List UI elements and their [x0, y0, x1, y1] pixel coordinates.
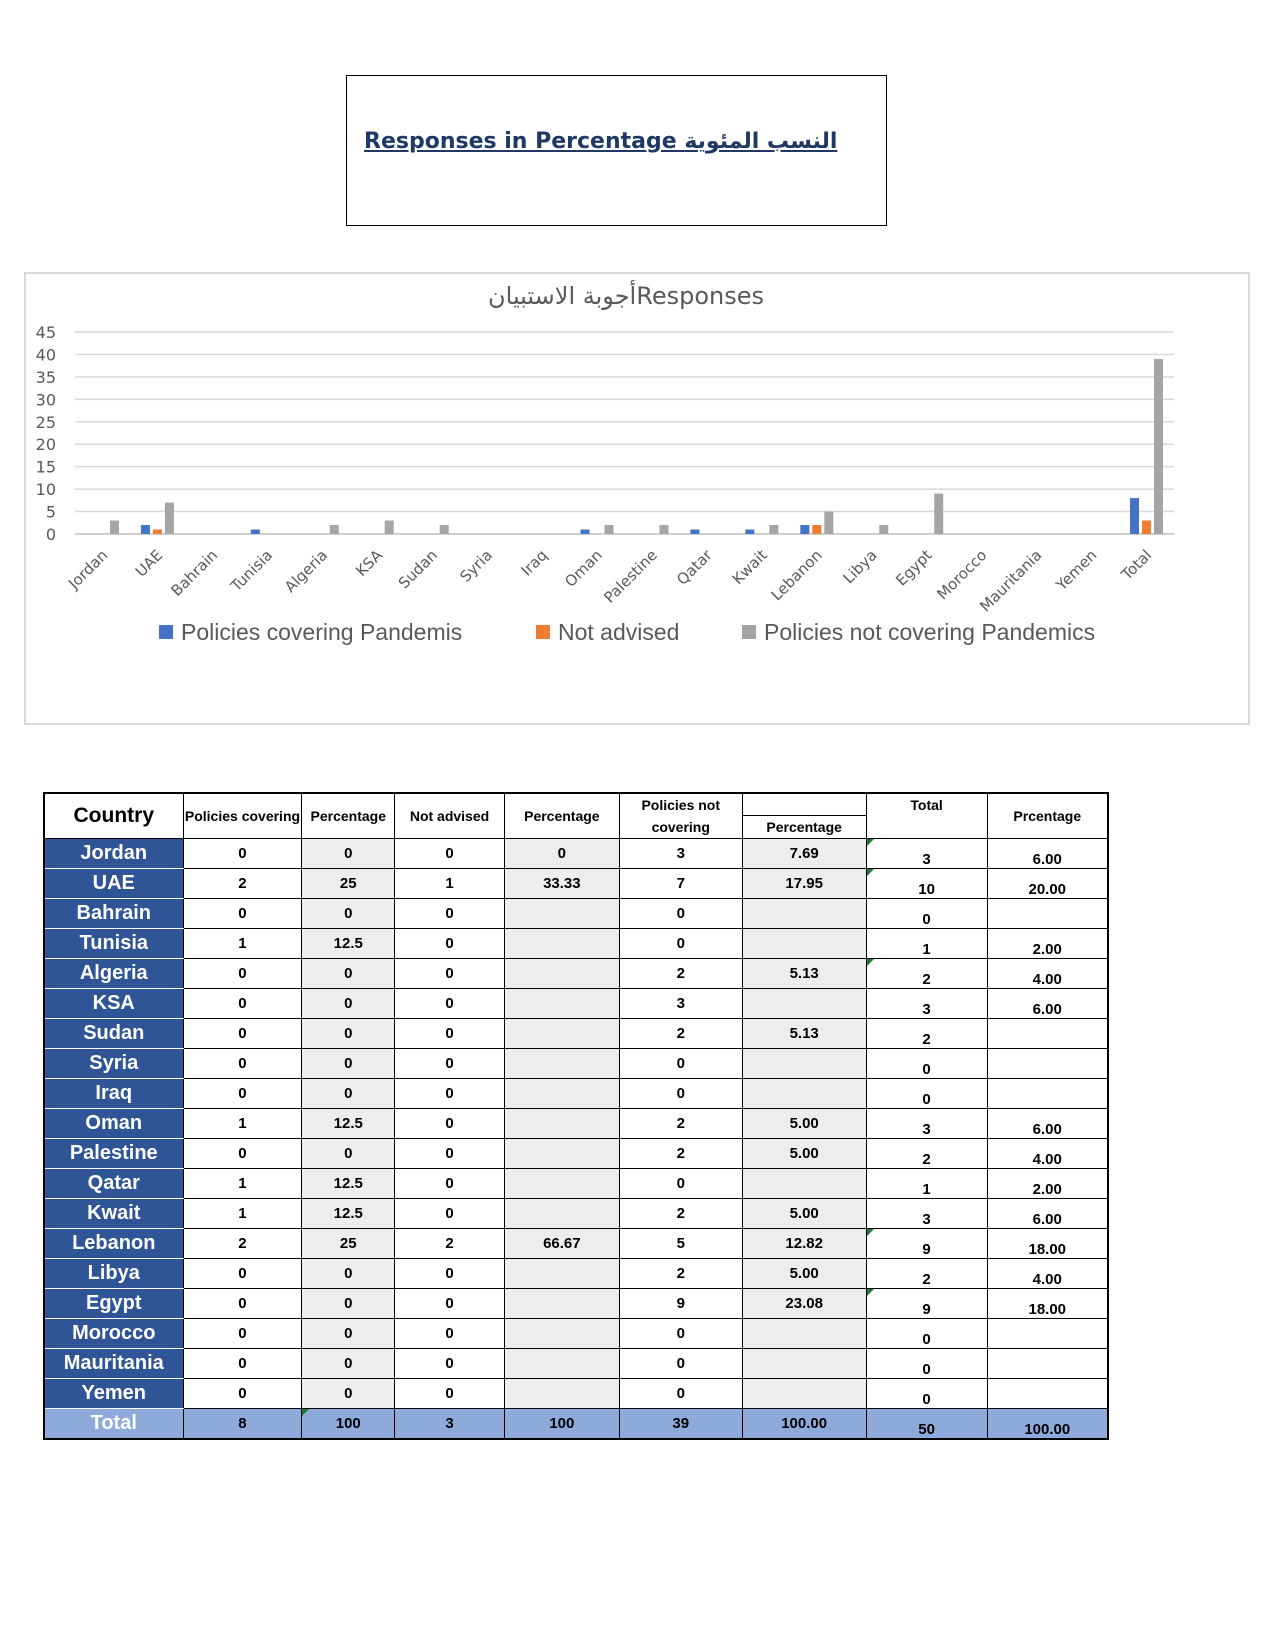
not-covering-cell: 0: [619, 1349, 742, 1379]
percentage-1-cell: 12.5: [302, 929, 395, 959]
table-row: [44, 1019, 1108, 1049]
covering-cell: 0: [183, 1079, 302, 1109]
covering-cell: 1: [183, 1169, 302, 1199]
percentage-3-cell: 5.00: [742, 1109, 866, 1139]
not-covering-cell: 3: [619, 989, 742, 1019]
legend-label-3: Policies not covering Pandemics: [764, 619, 1096, 645]
not-covering-cell: 0: [619, 1169, 742, 1199]
not-covering-cell: 2: [619, 1199, 742, 1229]
percentage-3-cell: 23.08: [742, 1289, 866, 1319]
legend-label-1: Policies covering Pandemis: [181, 619, 463, 645]
covering-cell: 0: [183, 839, 302, 869]
not-advised-cell: 0: [395, 1139, 505, 1169]
percentage-1-cell: 0: [302, 959, 395, 989]
legend-swatch-3: [742, 625, 756, 639]
percentage-2-cell: [504, 1019, 619, 1049]
percentage-3-cell: [742, 929, 866, 959]
total-cell: 0: [866, 1079, 987, 1109]
percentage-2-cell: [504, 989, 619, 1019]
prcentage-cell: [987, 1079, 1108, 1109]
not-advised-cell: 0: [395, 1169, 505, 1199]
percentage-3-cell: [742, 1319, 866, 1349]
percentage-2-cell: [504, 1259, 619, 1289]
percentage-1-cell: 0: [302, 1259, 395, 1289]
bar-lebanon-series-1: [800, 525, 809, 534]
not-covering-cell: 2: [619, 1109, 742, 1139]
bar-total-series-3: [1154, 359, 1163, 534]
country-cell: Oman: [44, 1109, 183, 1139]
percentage-2-cell: [504, 1319, 619, 1349]
country-cell: KSA: [44, 989, 183, 1019]
percentage-2-cell: [504, 1379, 619, 1409]
country-cell: Jordan: [44, 839, 183, 869]
not-covering-cell: 2: [619, 1259, 742, 1289]
table-row: [44, 1109, 1108, 1139]
total-cell: 1: [866, 1169, 987, 1199]
prcentage-cell: 4.00: [987, 1139, 1108, 1169]
bar-total-series-1: [1130, 498, 1139, 534]
header-policies-not-covering: Policies not covering: [619, 793, 742, 839]
not-advised-cell: 0: [395, 1079, 505, 1109]
header-percentage-3: Percentage: [766, 819, 842, 835]
prcentage-cell: 18.00: [987, 1229, 1108, 1259]
percentage-3-cell: 5.00: [742, 1199, 866, 1229]
country-cell: Iraq: [44, 1079, 183, 1109]
table-row: [44, 1349, 1108, 1379]
not-advised-cell: 0: [395, 1019, 505, 1049]
not-covering-cell: 0: [619, 1079, 742, 1109]
header-percentage-3-cell: [742, 793, 866, 839]
not-advised-cell: 0: [395, 1109, 505, 1139]
total-cell: 2: [866, 1259, 987, 1289]
not-covering-cell: 0: [619, 899, 742, 929]
bar-egypt-series-3: [934, 494, 943, 534]
bar-oman-series-3: [605, 525, 614, 534]
table-row: [44, 1229, 1108, 1259]
covering-cell: 0: [183, 1139, 302, 1169]
x-tick-label-yemen: Yemen: [1052, 546, 1101, 595]
country-cell: Sudan: [44, 1019, 183, 1049]
covering-cell: 0: [183, 989, 302, 1019]
y-tick-label: 0: [45, 525, 56, 544]
prcentage-cell: 100.00: [987, 1409, 1108, 1440]
bar-sudan-series-3: [440, 525, 449, 534]
not-advised-cell: 0: [395, 1319, 505, 1349]
country-cell: Tunisia: [44, 929, 183, 959]
not-advised-cell: 0: [395, 989, 505, 1019]
prcentage-cell: 2.00: [987, 929, 1108, 959]
total-cell: 0: [866, 899, 987, 929]
bar-uae-series-3: [165, 503, 174, 534]
percentage-1-cell: 25: [302, 1229, 395, 1259]
table-row: [44, 1199, 1108, 1229]
x-tick-label-syria: Syria: [456, 546, 496, 586]
country-cell: Syria: [44, 1049, 183, 1079]
x-tick-label-oman: Oman: [561, 546, 606, 591]
total-cell: 2: [866, 1019, 987, 1049]
percentage-2-cell: 0: [504, 839, 619, 869]
table-header-row: [44, 793, 1108, 839]
country-cell: Mauritania: [44, 1349, 183, 1379]
chart-title: أجوبة الاستبيانResponses: [488, 282, 764, 310]
total-cell: 2: [866, 959, 987, 989]
percentage-1-cell: 0: [302, 1079, 395, 1109]
covering-cell: 0: [183, 1319, 302, 1349]
bar-lebanon-series-2: [812, 525, 821, 534]
bar-oman-series-1: [581, 530, 590, 534]
percentage-2-cell: 33.33: [504, 869, 619, 899]
bar-tunisia-series-1: [251, 530, 260, 534]
responses-bar-chart: [26, 274, 1248, 723]
total-cell: 9: [866, 1229, 987, 1259]
percentage-1-cell: 12.5: [302, 1199, 395, 1229]
percentage-2-cell: [504, 1079, 619, 1109]
bar-palestine-series-3: [659, 525, 668, 534]
total-cell: 3: [866, 1199, 987, 1229]
percentage-1-cell: 0: [302, 839, 395, 869]
country-cell: Algeria: [44, 959, 183, 989]
percentage-1-cell: 12.5: [302, 1109, 395, 1139]
covering-cell: 1: [183, 929, 302, 959]
x-tick-label-morocco: Morocco: [933, 546, 991, 604]
y-tick-label: 20: [35, 435, 56, 455]
title-box: [346, 75, 887, 226]
percentage-2-cell: [504, 1199, 619, 1229]
percentage-2-cell: [504, 1169, 619, 1199]
x-tick-label-libya: Libya: [839, 546, 881, 588]
header-policies-covering: Policies covering: [183, 793, 302, 839]
percentage-1-cell: 0: [302, 899, 395, 929]
percentage-1-cell: 0: [302, 1319, 395, 1349]
not-covering-cell: 3: [619, 839, 742, 869]
x-tick-label-total: Total: [1117, 546, 1156, 584]
percentage-3-cell: 100.00: [742, 1409, 866, 1440]
covering-cell: 0: [183, 1019, 302, 1049]
header-prcentage: Prcentage: [987, 793, 1108, 839]
total-cell: 0: [866, 1319, 987, 1349]
y-tick-label: 45: [35, 323, 56, 342]
bar-uae-series-1: [141, 525, 150, 534]
prcentage-cell: 6.00: [987, 839, 1108, 869]
total-cell: 1: [866, 929, 987, 959]
prcentage-cell: 20.00: [987, 869, 1108, 899]
not-advised-cell: 0: [395, 839, 505, 869]
percentage-3-cell: [742, 1379, 866, 1409]
percentage-3-cell: [742, 1169, 866, 1199]
total-cell: 3: [866, 989, 987, 1019]
percentage-2-cell: [504, 1349, 619, 1379]
prcentage-cell: [987, 1019, 1108, 1049]
bar-qatar-series-1: [690, 530, 699, 534]
percentage-2-cell: 100: [504, 1409, 619, 1440]
chart-frame: [24, 272, 1250, 725]
covering-cell: 0: [183, 1379, 302, 1409]
table-row: [44, 839, 1108, 869]
not-covering-cell: 5: [619, 1229, 742, 1259]
table-row: [44, 1139, 1108, 1169]
country-cell: Lebanon: [44, 1229, 183, 1259]
country-cell: Bahrain: [44, 899, 183, 929]
percentage-2-cell: [504, 1289, 619, 1319]
not-advised-cell: 3: [395, 1409, 505, 1440]
not-advised-cell: 0: [395, 1289, 505, 1319]
not-covering-cell: 39: [619, 1409, 742, 1440]
y-tick-label: 25: [35, 412, 56, 432]
table-row: [44, 959, 1108, 989]
covering-cell: 2: [183, 1229, 302, 1259]
percentage-3-cell: 12.82: [742, 1229, 866, 1259]
percentage-3-cell: [742, 1079, 866, 1109]
percentage-1-cell: 0: [302, 1049, 395, 1079]
x-tick-label-iraq: Iraq: [517, 546, 551, 580]
prcentage-cell: [987, 1379, 1108, 1409]
country-cell: Kwait: [44, 1199, 183, 1229]
country-cell: Qatar: [44, 1169, 183, 1199]
not-advised-cell: 0: [395, 1379, 505, 1409]
bar-kwait-series-3: [769, 525, 778, 534]
bar-uae-series-2: [153, 530, 162, 534]
not-advised-cell: 0: [395, 1049, 505, 1079]
percentage-3-cell: 5.13: [742, 959, 866, 989]
bar-ksa-series-3: [385, 521, 394, 534]
covering-cell: 2: [183, 869, 302, 899]
percentage-2-cell: [504, 1049, 619, 1079]
bar-lebanon-series-3: [824, 512, 833, 534]
legend-label-2: Not advised: [558, 619, 680, 645]
percentage-3-cell: 7.69: [742, 839, 866, 869]
table-row: [44, 1169, 1108, 1199]
total-cell: 0: [866, 1379, 987, 1409]
table-row: [44, 1379, 1108, 1409]
percentage-3-cell: [742, 899, 866, 929]
bar-jordan-series-3: [110, 521, 119, 534]
prcentage-cell: 18.00: [987, 1289, 1108, 1319]
y-tick-label: 40: [35, 345, 56, 365]
x-tick-label-sudan: Sudan: [394, 546, 442, 593]
covering-cell: 0: [183, 1259, 302, 1289]
not-advised-cell: 0: [395, 1199, 505, 1229]
country-cell: Egypt: [44, 1289, 183, 1319]
total-cell: 9: [866, 1289, 987, 1319]
x-tick-label-jordan: Jordan: [64, 546, 112, 593]
prcentage-cell: 2.00: [987, 1169, 1108, 1199]
percentage-1-cell: 0: [302, 1289, 395, 1319]
percentage-1-cell: 0: [302, 1019, 395, 1049]
percentage-3-cell: 5.13: [742, 1019, 866, 1049]
not-covering-cell: 0: [619, 1049, 742, 1079]
prcentage-cell: [987, 1349, 1108, 1379]
prcentage-cell: 4.00: [987, 1259, 1108, 1289]
total-cell: 3: [866, 1109, 987, 1139]
not-advised-cell: 1: [395, 869, 505, 899]
country-cell: Palestine: [44, 1139, 183, 1169]
percentage-2-cell: [504, 929, 619, 959]
covering-cell: 1: [183, 1199, 302, 1229]
header-percentage-1: Percentage: [302, 793, 395, 839]
not-advised-cell: 0: [395, 1259, 505, 1289]
country-cell: Libya: [44, 1259, 183, 1289]
y-tick-label: 30: [35, 390, 56, 410]
y-tick-label: 35: [35, 367, 56, 387]
country-cell: UAE: [44, 869, 183, 899]
prcentage-cell: 4.00: [987, 959, 1108, 989]
table-row: [44, 1079, 1108, 1109]
total-cell: 2: [866, 1139, 987, 1169]
header-country: Country: [44, 793, 183, 839]
x-tick-label-algeria: Algeria: [281, 546, 332, 597]
total-cell: 50: [866, 1409, 987, 1440]
x-tick-label-ksa: KSA: [352, 546, 387, 580]
covering-cell: 0: [183, 959, 302, 989]
percentage-1-cell: 0: [302, 989, 395, 1019]
not-covering-cell: 2: [619, 1019, 742, 1049]
responses-table: [43, 792, 1109, 1440]
percentage-2-cell: [504, 1109, 619, 1139]
prcentage-cell: [987, 1319, 1108, 1349]
table-row: [44, 929, 1108, 959]
legend-swatch-1: [159, 625, 173, 639]
header-percentage-2: Percentage: [504, 793, 619, 839]
prcentage-cell: 6.00: [987, 1109, 1108, 1139]
x-tick-label-palestine: Palestine: [600, 546, 661, 607]
covering-cell: 0: [183, 1049, 302, 1079]
header-total: Total: [866, 793, 987, 839]
bar-kwait-series-1: [745, 530, 754, 534]
header-not-advised: Not advised: [395, 793, 505, 839]
percentage-1-cell: 0: [302, 1139, 395, 1169]
percentage-1-cell: 100: [302, 1409, 395, 1440]
table-total-row: [44, 1409, 1108, 1440]
prcentage-cell: 6.00: [987, 989, 1108, 1019]
x-tick-label-bahrain: Bahrain: [167, 546, 222, 600]
bar-libya-series-3: [879, 525, 888, 534]
covering-cell: 1: [183, 1109, 302, 1139]
covering-cell: 0: [183, 1289, 302, 1319]
y-tick-label: 5: [45, 502, 56, 522]
not-covering-cell: 2: [619, 959, 742, 989]
percentage-3-cell: 17.95: [742, 869, 866, 899]
percentage-2-cell: [504, 1139, 619, 1169]
x-tick-label-kwait: Kwait: [728, 546, 771, 589]
x-tick-label-uae: UAE: [131, 546, 167, 581]
legend-swatch-2: [536, 625, 550, 639]
page-title: Responses in Percentage النسب المئوية: [364, 129, 838, 154]
not-covering-cell: 7: [619, 869, 742, 899]
total-cell: 10: [866, 869, 987, 899]
x-tick-label-lebanon: Lebanon: [767, 546, 826, 605]
percentage-3-cell: [742, 1349, 866, 1379]
percentage-2-cell: 66.67: [504, 1229, 619, 1259]
x-tick-label-qatar: Qatar: [673, 546, 716, 589]
total-cell: 3: [866, 839, 987, 869]
country-cell: Yemen: [44, 1379, 183, 1409]
not-advised-cell: 2: [395, 1229, 505, 1259]
percentage-3-cell: [742, 989, 866, 1019]
not-covering-cell: 0: [619, 1379, 742, 1409]
header-split-top: [743, 795, 866, 816]
percentage-1-cell: 12.5: [302, 1169, 395, 1199]
table-row: [44, 1289, 1108, 1319]
bar-total-series-2: [1142, 521, 1151, 534]
not-covering-cell: 0: [619, 929, 742, 959]
covering-cell: 0: [183, 1349, 302, 1379]
percentage-1-cell: 0: [302, 1379, 395, 1409]
x-tick-label-mauritania: Mauritania: [976, 546, 1046, 616]
not-covering-cell: 9: [619, 1289, 742, 1319]
table-row: [44, 1259, 1108, 1289]
country-cell: Total: [44, 1409, 183, 1440]
not-advised-cell: 0: [395, 929, 505, 959]
percentage-3-cell: 5.00: [742, 1139, 866, 1169]
table-row: [44, 1319, 1108, 1349]
table-row: [44, 1049, 1108, 1079]
table-row: [44, 989, 1108, 1019]
percentage-1-cell: 25: [302, 869, 395, 899]
percentage-3-cell: [742, 1049, 866, 1079]
total-cell: 0: [866, 1349, 987, 1379]
not-advised-cell: 0: [395, 959, 505, 989]
percentage-3-cell: 5.00: [742, 1259, 866, 1289]
table-row: [44, 899, 1108, 929]
percentage-1-cell: 0: [302, 1349, 395, 1379]
y-tick-label: 15: [35, 457, 56, 477]
not-covering-cell: 0: [619, 1319, 742, 1349]
percentage-2-cell: [504, 899, 619, 929]
percentage-2-cell: [504, 959, 619, 989]
country-cell: Morocco: [44, 1319, 183, 1349]
x-tick-label-tunisia: Tunisia: [227, 546, 277, 596]
bar-algeria-series-3: [330, 525, 339, 534]
prcentage-cell: [987, 1049, 1108, 1079]
not-covering-cell: 2: [619, 1139, 742, 1169]
total-cell: 0: [866, 1049, 987, 1079]
prcentage-cell: [987, 899, 1108, 929]
not-advised-cell: 0: [395, 899, 505, 929]
not-advised-cell: 0: [395, 1349, 505, 1379]
covering-cell: 0: [183, 899, 302, 929]
prcentage-cell: 6.00: [987, 1199, 1108, 1229]
covering-cell: 8: [183, 1409, 302, 1440]
y-tick-label: 10: [35, 480, 56, 500]
table-row: [44, 869, 1108, 899]
x-tick-label-egypt: Egypt: [892, 546, 936, 590]
